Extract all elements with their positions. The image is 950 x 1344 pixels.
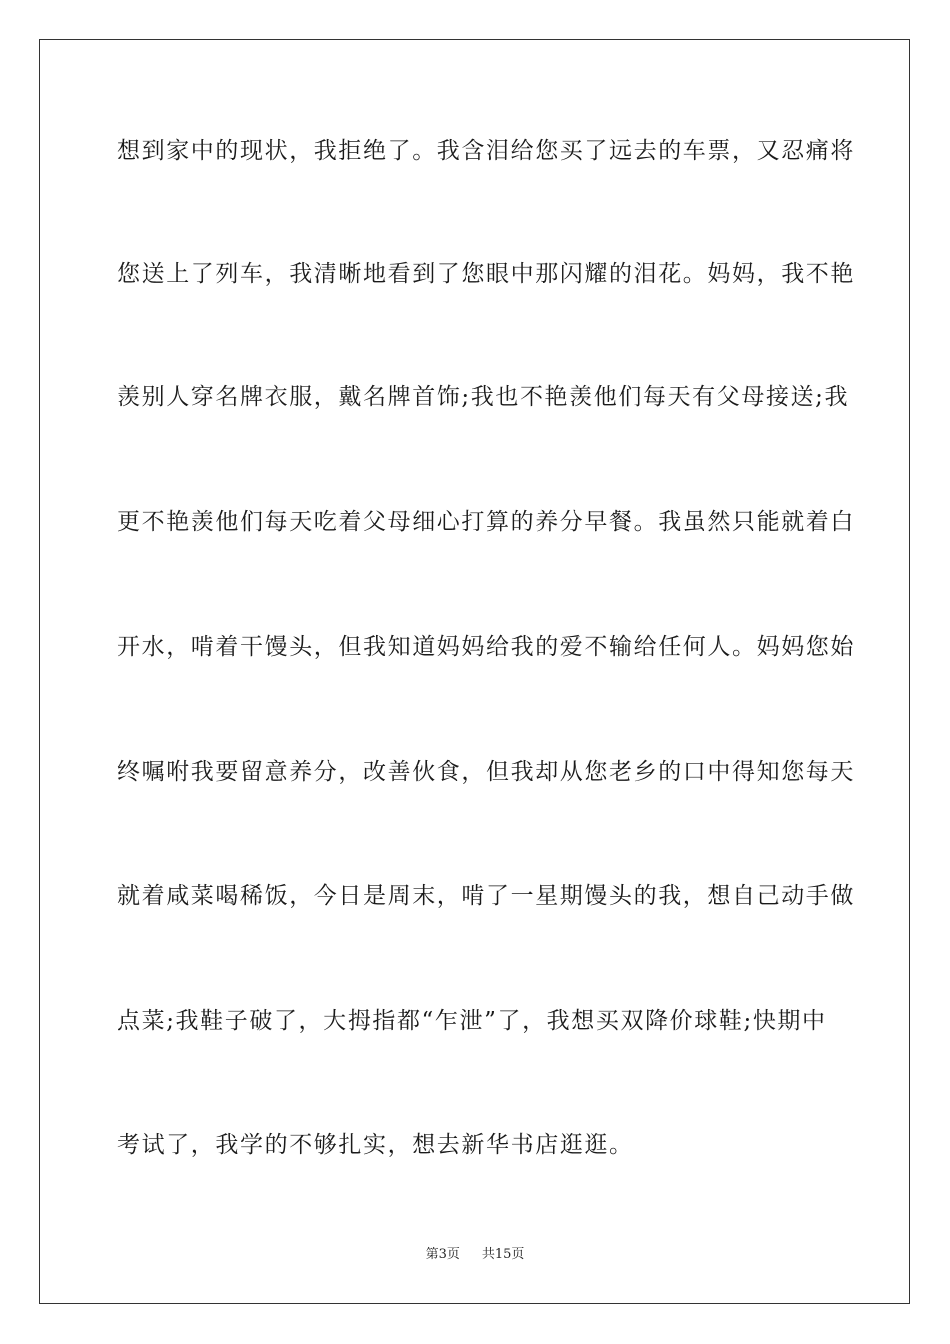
page-number: 第3页	[425, 1247, 460, 1262]
text-line-3: 羡别人穿名牌衣服，戴名牌首饰;我也不艳羡他们每天有父母接送;我	[117, 384, 850, 410]
text-line-9: 考试了，我学的不够扎实，想去新华书店逛逛。	[117, 1132, 634, 1158]
page-border	[39, 39, 910, 1304]
page-total: 共15页	[481, 1247, 525, 1262]
text-line-4: 更不艳羡他们每天吃着父母细心打算的养分早餐。我虽然只能就着白	[117, 509, 855, 535]
text-line-8: 点菜;我鞋子破了，大拇指都“乍泄”了，我想买双降价球鞋;快期中	[117, 1008, 827, 1034]
text-line-1: 想到家中的现状，我拒绝了。我含泪给您买了远去的车票，又忍痛将	[117, 138, 855, 164]
page-footer	[0, 1246, 950, 1264]
text-line-5: 开水，啃着干馒头，但我知道妈妈给我的爱不输给任何人。妈妈您始	[117, 634, 855, 660]
text-line-7: 就着咸菜喝稀饭，今日是周末，啃了一星期馒头的我，想自己动手做	[117, 883, 855, 909]
text-line-6: 终嘱咐我要留意养分，改善伙食，但我却从您老乡的口中得知您每天	[117, 759, 855, 785]
text-line-2: 您送上了列车，我清晰地看到了您眼中那闪耀的泪花。妈妈，我不艳	[117, 261, 855, 287]
